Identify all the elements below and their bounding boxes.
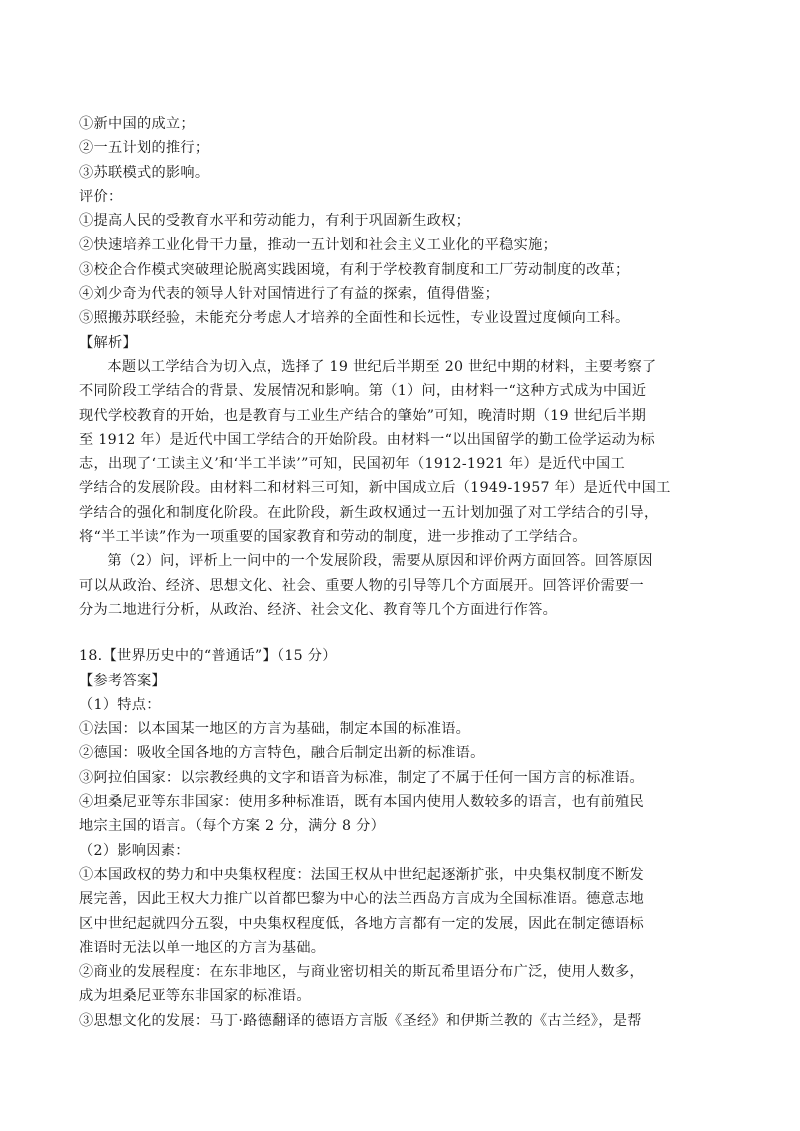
part-2-label: （2）影响因素： (79, 842, 190, 859)
analysis-line: 可以从政治、经济、思想文化、社会、重要人物的引导等几个方面展开。回答评价需要一 (79, 577, 645, 594)
part-1-item: ④坦桑尼亚等东非国家：使用多种标准语，既有本国内使用人数较多的语言，也有前殖民 (79, 794, 645, 811)
analysis-paragraph-1 (79, 355, 730, 549)
part-2-item: 展完善，因此王权大力推广以首都巴黎为中心的法兰西岛方言成为全国标准语。德意志地 (79, 891, 645, 908)
analysis-paragraph-2 (79, 549, 730, 622)
analysis-line: 学结合的强化和制度化阶段。在此阶段，新生政权通过一五计划加强了对工学结合的引导， (79, 504, 659, 521)
evaluation-item: ①提高人民的受教育水平和劳动能力，有利于巩固新生政权； (79, 213, 471, 230)
analysis-line: 志，出现了‘工读主义’和‘半工半读’”可知，民国初年（1912-1921 年）是近代中国工 (79, 456, 625, 473)
question-18-title: 18.【世界历史中的“普通话”】（15 分） (79, 648, 337, 665)
part-1-list (79, 717, 730, 838)
analysis-line: 分为二地进行分析，从政治、经济、社会文化、教育等几个方面进行作答。 (79, 601, 558, 618)
analysis-label: 【解析】 (79, 334, 137, 351)
analysis-line: 至 1912 年）是近代中国工学结合的开始阶段。由材料一“以出国留学的勤工俭学运动为标 (79, 431, 656, 448)
section-gap (79, 622, 730, 644)
analysis-line: 本题以工学结合为切入点，选择了 19 世纪后半期至 20 世纪中期的材料，主要考察了 (107, 358, 657, 375)
part-2-item: ①本国政权的势力和中央集权程度：法国王权从中世纪起逐渐扩张，中央集权制度不断发 (79, 866, 645, 883)
evaluation-item: ④刘少奇为代表的领导人针对国情进行了有益的探索，值得借鉴； (79, 286, 500, 303)
part-2-item: 区中世纪起就四分五裂，中央集权程度低，各地方言都有一定的发展，因此在制定德语标 (79, 915, 645, 932)
part-1-item: ①法国：以本国某一地区的方言为基础，制定本国的标准语。 (79, 721, 471, 738)
reason-item: ②一五计划的推行； (79, 140, 210, 157)
part-2-item: 成为坦桑尼亚等东非国家的标准语。 (79, 988, 311, 1005)
analysis-line: 不同阶段工学结合的背景、发展情况和影响。第（1）问，由材料一“这种方式成为中国近 (79, 383, 647, 400)
part-2-item: ③思想文化的发展：马丁·路德翻译的德语方言版《圣经》和伊斯兰教的《古兰经》，是帮 (79, 1012, 642, 1029)
reason-item: ③苏联模式的影响。 (79, 164, 210, 181)
part-1-item: ②德国：吸收全国各地的方言特色，融合后制定出新的标准语。 (79, 745, 485, 762)
evaluation-item: ②快速培养工业化骨干力量，推动一五计划和社会主义工业化的平稳实施； (79, 237, 558, 254)
reasons-list (79, 112, 730, 185)
part-1-item: 地宗主国的语言。（每个方案 2 分，满分 8 分） (79, 818, 386, 835)
evaluation-label: 评价： (79, 188, 123, 205)
evaluation-item: ③校企合作模式突破理论脱离实践困境，有利于学校教育制度和工厂劳动制度的改革； (79, 261, 630, 278)
part-2-list (79, 863, 730, 1033)
part-1-label: （1）特点： (79, 696, 161, 713)
part-1-item: ③阿拉伯国家：以宗教经典的文字和语音为标准，制定了不属于任何一国方言的标准语。 (79, 769, 645, 786)
evaluation-item: ⑤照搬苏联经验，未能充分考虑人才培养的全面性和长远性，专业设置过度倾向工科。 (79, 310, 630, 327)
analysis-line: 学结合的发展阶段。由材料二和材料三可知，新中国成立后（1949-1957 年）是近代中国工 (79, 480, 671, 497)
part-2-item: 准语时无法以单一地区的方言为基础。 (79, 939, 326, 956)
part-2-item: ②商业的发展程度：在东非地区，与商业密切相关的斯瓦希里语分布广泛，使用人数多， (79, 964, 645, 981)
analysis-line: 第（2）问，评析上一问中的一个发展阶段，需要从原因和评价两方面回答。回答原因 (107, 553, 653, 570)
reason-item: ①新中国的成立； (79, 116, 195, 132)
analysis-line: 将“半工半读”作为一项重要的国家教育和劳动的制度，进一步推动了工学结合。 (79, 529, 587, 546)
evaluation-list (79, 209, 730, 330)
analysis-line: 现代学校教育的开始，也是教育与工业生产结合的肇始”可知，晚清时期（19 世纪后半期 (79, 407, 647, 424)
reference-answer-label: 【参考答案】 (79, 672, 166, 689)
